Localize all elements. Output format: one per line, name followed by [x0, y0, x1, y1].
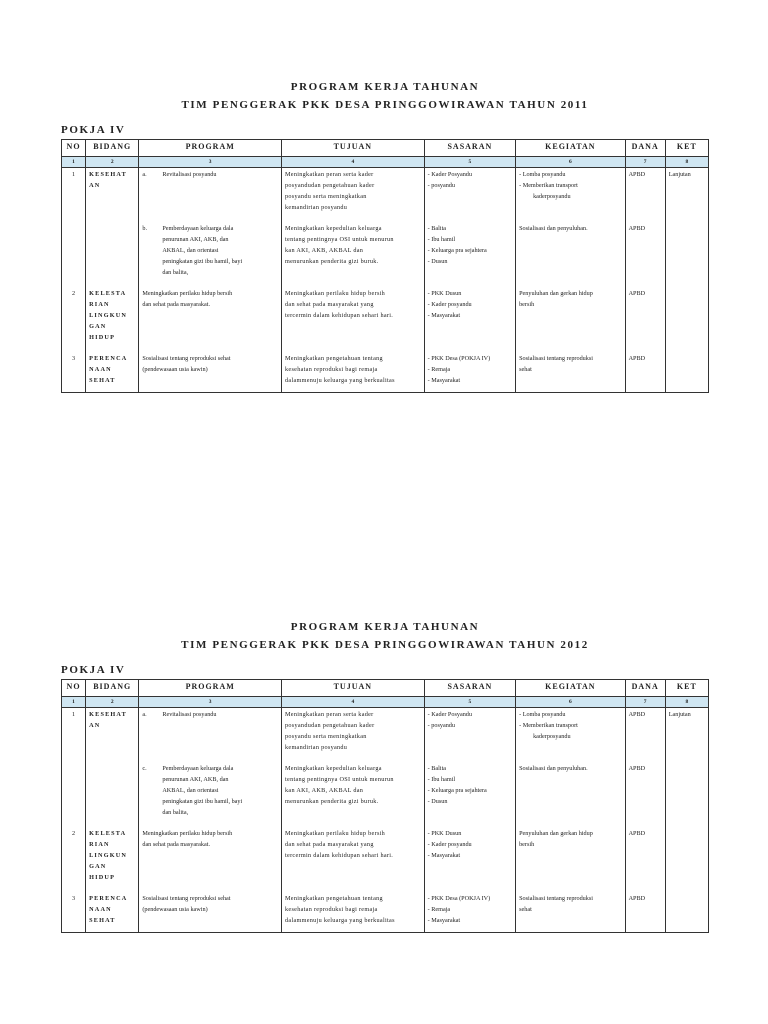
row-tujuan — [282, 818, 425, 883]
program-section — [61, 78, 709, 393]
text-line: - Remaja — [428, 364, 512, 375]
doc-subtitle: TIM PENGGERAK PKK DESA PRINGGOWIRAWAN TAHUN 2011 — [181, 99, 589, 111]
text-line: posyandudan pengetahuan kader — [285, 182, 375, 189]
text-line: Meningkatkan peran serta kader — [285, 711, 374, 718]
text-line: - Balita — [428, 223, 512, 234]
text-line: kan AKI, AKB, AKBAL dan — [285, 247, 364, 254]
col-number: 1 — [62, 697, 86, 708]
text-line: kemandirian posyandu — [285, 744, 348, 751]
text-line: dan sehat pada masyarakat yang — [285, 301, 374, 308]
text-line: penurunan AKI, AKB, dan — [162, 236, 229, 243]
col-number: 8 — [665, 697, 708, 708]
col-number: 8 — [665, 157, 708, 168]
text-line: Revitalisasi posyandu — [162, 171, 217, 178]
col-header: BIDANG — [86, 680, 139, 697]
text-line: - Kader Posyandu — [428, 169, 512, 180]
table-row — [62, 883, 709, 933]
col-number: 5 — [424, 697, 515, 708]
text-line: posyandu serta meningkatkan — [285, 193, 367, 200]
text-line: dan sehat pada masyarakat yang — [285, 841, 374, 848]
row-dana: APBD — [625, 343, 665, 393]
row-no: 1 — [62, 168, 86, 214]
text-line: Penyuluhan dan gerkan hidup — [519, 830, 593, 837]
header-row — [62, 680, 709, 697]
col-number: 7 — [625, 697, 665, 708]
table-row — [62, 818, 709, 883]
row-tujuan — [282, 708, 425, 754]
row-no: 3 — [62, 343, 86, 393]
text-line: AN — [89, 182, 101, 189]
text-line: peningkatan gizi ibu hamil, bayi — [162, 798, 243, 805]
row-dana: APBD — [625, 168, 665, 214]
row-bidang — [86, 708, 139, 754]
row-tujuan — [282, 278, 425, 343]
row-program — [139, 753, 282, 818]
text-line: - PKK Dusun — [428, 828, 512, 839]
col-header: DANA — [625, 680, 665, 697]
text-line: kaderposyandu — [533, 733, 571, 740]
pokja-label: POKJA IV — [61, 124, 126, 136]
row-sasaran — [424, 883, 515, 933]
table-row — [62, 708, 709, 754]
col-number: 6 — [516, 697, 626, 708]
col-header: DANA — [625, 140, 665, 157]
row-sasaran — [424, 278, 515, 343]
row-sasaran — [424, 213, 515, 278]
row-bidang — [86, 278, 139, 343]
pokja-label: POKJA IV — [61, 664, 126, 676]
text-line: HIDUP — [89, 334, 116, 341]
text-line: KESEHAT — [89, 171, 127, 178]
number-row — [62, 157, 709, 168]
text-line: dan balita, — [162, 269, 189, 276]
text-line: RIAN — [89, 301, 110, 308]
text-line: Meningkatkan perilaku hidup bersih — [142, 830, 233, 837]
text-line: - Masyarakat — [428, 915, 512, 926]
col-number: 4 — [282, 157, 425, 168]
text-line: kan AKI, AKB, AKBAL dan — [285, 787, 364, 794]
row-kegiatan — [516, 708, 626, 754]
row-kegiatan — [516, 883, 626, 933]
text-line: tentang pentingnya OSI untuk menurun — [285, 776, 394, 783]
text-line: - Dusun — [428, 796, 512, 807]
text-line: KELESTA — [89, 830, 127, 837]
text-line: - Balita — [428, 763, 512, 774]
text-line: (pendewasaan usia kawin) — [142, 366, 208, 373]
text-line: GAN — [89, 863, 107, 870]
text-line: Meningkatkan peran serta kader — [285, 171, 374, 178]
program-table — [61, 679, 709, 933]
col-header: KET — [665, 140, 708, 157]
text-line: - Masyarakat — [428, 375, 512, 386]
text-line: - Masyarakat — [428, 850, 512, 861]
table-row — [62, 278, 709, 343]
text-line: Sosialisasi tentang reproduksi sehat — [142, 355, 231, 362]
text-line: - posyandu — [428, 180, 512, 191]
text-line: LINGKUN — [89, 312, 128, 319]
row-sasaran — [424, 708, 515, 754]
text-line: Penyuluhan dan gerkan hidup — [519, 290, 593, 297]
text-line: dan sehat pada masyarakat. — [142, 841, 211, 848]
text-line: bersih — [519, 841, 535, 848]
row-dana: APBD — [625, 883, 665, 933]
program-section — [61, 618, 709, 933]
doc-title: PROGRAM KERJA TAHUNAN — [290, 621, 480, 633]
item-marker: a. — [142, 171, 147, 178]
row-kegiatan — [516, 753, 626, 818]
col-header: KEGIATAN — [516, 140, 626, 157]
row-dana: APBD — [625, 278, 665, 343]
row-sasaran — [424, 818, 515, 883]
text-line: Meningkatkan perilaku hidup bersih — [142, 290, 233, 297]
text-line: Meningkatkan kepedulian keluarga — [285, 765, 382, 772]
text-line: RIAN — [89, 841, 110, 848]
row-sasaran — [424, 343, 515, 393]
text-line: dalammenuju keluarga yang berkualitas — [285, 377, 395, 384]
row-sasaran — [424, 753, 515, 818]
col-number: 4 — [282, 697, 425, 708]
text-line: - Remaja — [428, 904, 512, 915]
col-header: PROGRAM — [139, 680, 282, 697]
row-program — [139, 278, 282, 343]
text-line: Pemberdayaan keluarga dala — [162, 765, 234, 772]
text-line: HIDUP — [89, 874, 116, 881]
text-line: LINGKUN — [89, 852, 128, 859]
row-tujuan — [282, 168, 425, 214]
text-line: - Kader posyandu — [428, 839, 512, 850]
number-row — [62, 697, 709, 708]
col-header: SASARAN — [424, 680, 515, 697]
col-header: NO — [62, 140, 86, 157]
text-line: KESEHAT — [89, 711, 127, 718]
text-line: - PKK Dusun — [428, 288, 512, 299]
row-tujuan — [282, 213, 425, 278]
col-number: 2 — [86, 697, 139, 708]
row-program — [139, 708, 282, 754]
text-line: posyandu serta meningkatkan — [285, 733, 367, 740]
col-header: BIDANG — [86, 140, 139, 157]
text-line: sehat — [519, 366, 532, 373]
text-line: - Keluarga pra sejahtera — [428, 785, 512, 796]
text-line: Meningkatkan pengetahuan tentang — [285, 355, 383, 362]
row-kegiatan — [516, 278, 626, 343]
table-row — [62, 343, 709, 393]
row-dana: APBD — [625, 818, 665, 883]
text-line: tentang pentingnya OSI untuk menurun — [285, 236, 394, 243]
col-number: 5 — [424, 157, 515, 168]
text-line: Sosialisasi tentang reproduksi — [519, 355, 593, 362]
text-line: kesehatan reproduksi bagi remaja — [285, 366, 378, 373]
text-line: dalammenuju keluarga yang berkualitas — [285, 917, 395, 924]
row-bidang — [86, 818, 139, 883]
row-dana: APBD — [625, 708, 665, 754]
text-line: SEHAT — [89, 377, 116, 384]
text-line: kemandirian posyandu — [285, 204, 348, 211]
text-line: - Kader Posyandu — [428, 709, 512, 720]
header-row — [62, 140, 709, 157]
text-line: - Lomba posyandu — [519, 169, 622, 180]
table-row — [62, 753, 709, 818]
text-line: Pemberdayaan keluarga dala — [162, 225, 234, 232]
text-line: (pendewasaan usia kawin) — [142, 906, 208, 913]
col-number: 3 — [139, 157, 282, 168]
text-line: GAN — [89, 323, 107, 330]
row-bidang — [86, 168, 139, 214]
table-row — [62, 168, 709, 214]
row-no: 1 — [62, 708, 86, 754]
row-no: 2 — [62, 818, 86, 883]
row-tujuan — [282, 753, 425, 818]
text-line: AKBAL, dan orientasi — [162, 787, 219, 794]
row-program — [139, 168, 282, 214]
text-line: Meningkatkan kepedulian keluarga — [285, 225, 382, 232]
text-line: AKBAL, dan orientasi — [162, 247, 219, 254]
row-sasaran — [424, 168, 515, 214]
text-line: - PKK Desa (POKJA IV) — [428, 353, 512, 364]
row-dana: APBD — [625, 753, 665, 818]
row-kegiatan — [516, 343, 626, 393]
doc-title: PROGRAM KERJA TAHUNAN — [290, 81, 480, 93]
row-program — [139, 213, 282, 278]
row-program — [139, 343, 282, 393]
text-line: Meningkatkan pengetahuan tentang — [285, 895, 383, 902]
doc-subtitle: TIM PENGGERAK PKK DESA PRINGGOWIRAWAN TAHUN 2012 — [181, 639, 589, 651]
col-header: KEGIATAN — [516, 680, 626, 697]
col-number: 3 — [139, 697, 282, 708]
text-line: posyandudan pengetahuan kader — [285, 722, 375, 729]
row-program — [139, 883, 282, 933]
text-line: kesehatan reproduksi bagi remaja — [285, 906, 378, 913]
row-no: 2 — [62, 278, 86, 343]
col-number: 6 — [516, 157, 626, 168]
text-line: KELESTA — [89, 290, 127, 297]
text-line: - Memberikan transport — [519, 180, 622, 191]
text-line: - Memberikan transport — [519, 720, 622, 731]
text-line: - Keluarga pra sejahtera — [428, 245, 512, 256]
text-line: Sosialisasi dan penyuluhan. — [519, 225, 588, 232]
row-ket: Lanjutan — [665, 708, 708, 754]
text-line: SEHAT — [89, 917, 116, 924]
text-line: menurunkan penderita gizi buruk. — [285, 798, 379, 805]
text-line: - Masyarakat — [428, 310, 512, 321]
text-line: bersih — [519, 301, 535, 308]
row-program — [139, 818, 282, 883]
row-no: 3 — [62, 883, 86, 933]
row-kegiatan — [516, 168, 626, 214]
text-line: PERENCA — [89, 895, 128, 902]
col-number: 2 — [86, 157, 139, 168]
row-bidang — [86, 883, 139, 933]
col-header: SASARAN — [424, 140, 515, 157]
text-line: menurunkan penderita gizi buruk. — [285, 258, 379, 265]
text-line: AN — [89, 722, 101, 729]
col-header: TUJUAN — [282, 140, 425, 157]
col-header: TUJUAN — [282, 680, 425, 697]
text-line: Revitalisasi posyandu — [162, 711, 217, 718]
row-ket: Lanjutan — [665, 168, 708, 214]
text-line: dan balita, — [162, 809, 189, 816]
table-row — [62, 213, 709, 278]
text-line: NAAN — [89, 366, 112, 373]
text-line: - Lomba posyandu — [519, 709, 622, 720]
text-line: tercermin dalam kehidupan sehari hari. — [285, 312, 394, 319]
program-table — [61, 139, 709, 393]
text-line: - Ibu hamil — [428, 234, 512, 245]
row-tujuan — [282, 883, 425, 933]
row-bidang — [86, 343, 139, 393]
row-tujuan — [282, 343, 425, 393]
text-line: dan sehat pada masyarakat. — [142, 301, 211, 308]
item-marker: c. — [142, 765, 147, 772]
text-line: Sosialisasi tentang reproduksi — [519, 895, 593, 902]
text-line: sehat — [519, 906, 532, 913]
text-line: PERENCA — [89, 355, 128, 362]
col-number: 1 — [62, 157, 86, 168]
item-marker: a. — [142, 711, 147, 718]
text-line: - PKK Desa (POKJA IV) — [428, 893, 512, 904]
text-line: Sosialisasi dan penyuluhan. — [519, 765, 588, 772]
text-line: NAAN — [89, 906, 112, 913]
col-header: KET — [665, 680, 708, 697]
row-dana: APBD — [625, 213, 665, 278]
text-line: - Kader posyandu — [428, 299, 512, 310]
col-header: NO — [62, 680, 86, 697]
col-number: 7 — [625, 157, 665, 168]
col-header: PROGRAM — [139, 140, 282, 157]
item-marker: b. — [142, 225, 147, 232]
text-line: Meningkatkan perilaku hidup bersih — [285, 830, 386, 837]
row-kegiatan — [516, 213, 626, 278]
text-line: Sosialisasi tentang reproduksi sehat — [142, 895, 231, 902]
text-line: - Ibu hamil — [428, 774, 512, 785]
text-line: - posyandu — [428, 720, 512, 731]
row-kegiatan — [516, 818, 626, 883]
text-line: - Dusun — [428, 256, 512, 267]
text-line: tercermin dalam kehidupan sehari hari. — [285, 852, 394, 859]
text-line: kaderposyandu — [533, 193, 571, 200]
text-line: peningkatan gizi ibu hamil, bayi — [162, 258, 243, 265]
text-line: penurunan AKI, AKB, dan — [162, 776, 229, 783]
text-line: Meningkatkan perilaku hidup bersih — [285, 290, 386, 297]
